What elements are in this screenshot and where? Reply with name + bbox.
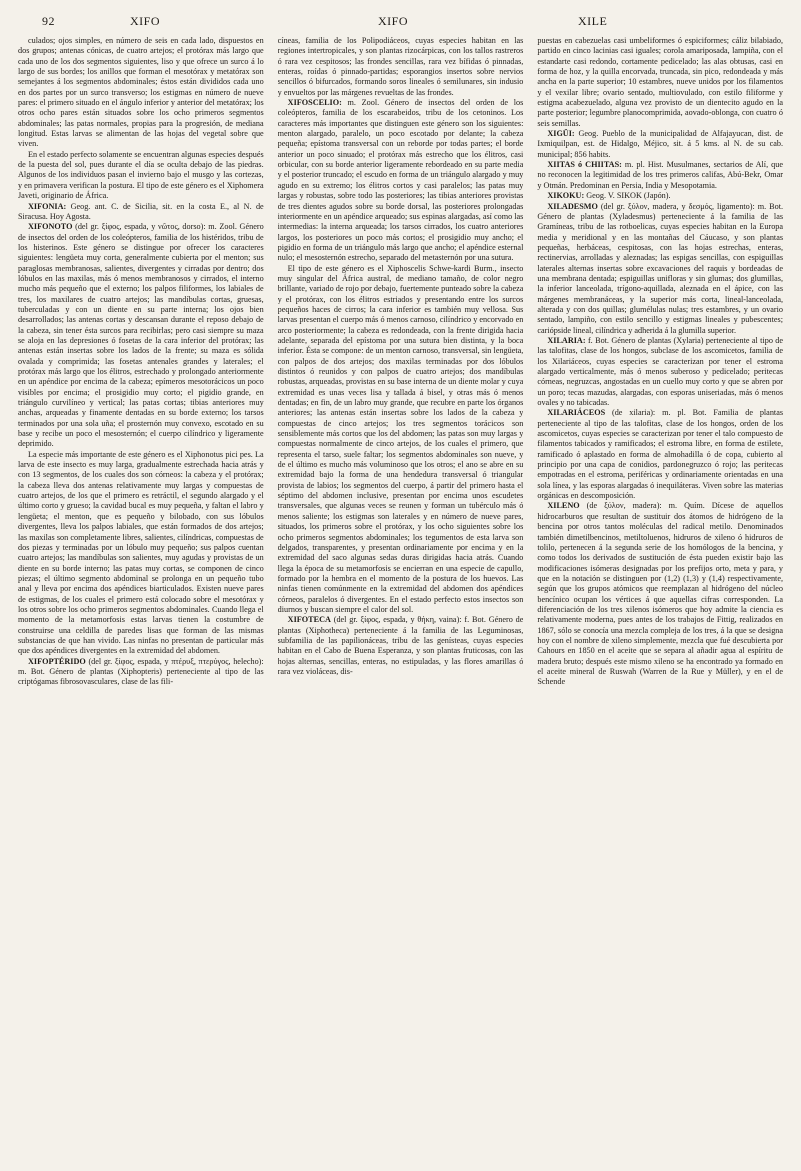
- entry-text: (del gr. ξίφος, espada, y νῶτος, dorso): m. Zool. Género de insectos del orden de los coleópteros, familia de los histéridos, tribu de los histerinos. Este género se distingue por ofrecer los caracteres siguientes: lengüeta muy corta, generalmente cubierta por el menton; sus paraglosas membranosas, salientes, divergentes y cirradas por dentro; dos lóbulos en las maxilas, más ó menos membranosos y cirrados, el interno mucho más pequeño que el externo; los palpos filiformes, los labiales de tres, los maxilares de cuatro artejos; las mandíbulas cortas, gruesas, tuberculadas y con un diente en su parte interna; los ojos bien desarrollados; las antenas cortas y descansan durante el reposo debajo de la cabeza, sin tener ésta surcos para recibirlas; pero casi siempre su maza se aloja en las depresiones ó fosetas de la cara inferior del protórax; las antenas están insertas sobre los lados de la frente; su maza es sólida ovalada y comprimida; las fosetas antenales grandes y laterales; el protórax más largo que los élitros, estrechado y prolongado anteriormente en un apéndice por encima de la cabeza; epímeros mesotorácicos un poco visibles por encima; el prosigidio muy corto; el pigidio grande, en triángulo curvilíneo y vertical; las patas cortas; tibias anteriores muy anchas, arqueadas y finamente dentadas en su borde externo; los tarsos terminados por una sola uña; el prosternón muy convexo, escotado en su base y recibe un poco el mesosternón; el cuerpo cilíndrico y ligeramente deprimido.: [18, 222, 264, 449]
- entry-text: (de ξύλον, madera): m. Quím. Dícese de aquellos hidrocarburos que resultan de sustituir dos átomos de hidrógeno de la bencina por otros tantos moléculas del radical metilo. Denominados también dimetilbencinos, metiltoluenos, hidruros de xileno ó hidruros de tolilo, pertenecen á la segunda serie de los homólogos de la bencina, y como todos los derivados de sustitución de ésta pueden existir bajo las modificaciones isómeras designadas por los prefijos orto, meta y para, y que en la notación se distinguen por (1,2) (1,3) y (1,4) respectivamente, según que los grupos atómicos que reemplazan al hidrógeno del núcleo bencínico ocupan los vértices á que aquellas cifras corresponden. La diferenciación de los tres xilenos isómeros que hoy admite la ciencia es relativamente moderna, pues antes de los trabajos de Fittig, realizados en 1867, sólo se conocía una mezcla compleja de los tres, á la que se designa hoy con el nombre de xileno simplemente, mezcla que fué descubierta por Cahours en 1850 en el aceite que se separa al añadir agua al espíritu de madera bruto; después este mismo xileno se ha encontrado ya formado en el aceite mineral de Ruswah (Warren de la Rue y Müller), y en el de Schende: [537, 501, 784, 687]
- entry-text: (de xilaria): m. pl. Bot. Familia de plantas perteneciente al tipo de las talofitas, clase de los hongos, orden de los ascomicetos, cuyas especies se caracterizan por tener el talo compuesto de filamentos tabicados y ramificados; el estroma libre, en forma de estilete, ramificado ó aplastado en forma de almohadilla ó de copa, cubierto al principio por una capa de conidios, pardonegruzco ó rojo; las peritecas empotradas en el estroma, periféricas y ordinariamente orientadas en una sola línea, y las esporas alargadas ó inequiláteras. Viven sobre las materias orgánicas en descomposición.: [537, 408, 784, 501]
- entry-text: puestas en cabezuelas casi umbeliformes ó espiciformes; cáliz bilabiado, partido en cinco lacinias casi iguales; corola amariposada, lampiña, con el estandarte casi redondo, cortamente pedicelado; las alas obtusas, casi en forma de hoz, y la quilla encorvada, truncada, sin pico, redondeada y más ancha en la parte superior; 10 estambres, nueve unidos por los filamentos y el vexilar libre; ovario sentado, multiovulado, con estilo filiforme y estigma acabezuelado, alguna vez provisto de un dientecito agudo en la parte posterior; legumbre planocomprimida, aovado-oblonga, con cuatro ó seis semillas.: [537, 36, 784, 128]
- entry-text: En el estado perfecto solamente se encuentran algunas especies después de la puesta del sol, pues durante el día se oculta debajo de las piedras. Algunos de los individuos pasan el invierno bajo el musgo y las cortezas, y en primavera verifican la postura. El tipo de este género es el Xiphomera Javeti, originario de África.: [18, 149, 264, 201]
- dictionary-entry: [537, 202, 783, 336]
- entry-headword: XIFOPTÉRIDO: [28, 656, 86, 666]
- entry-text: Geog. Pueblo de la municipalidad de Alfajayucan, dist. de Ixmiquilpan, est. de Hidalgo, Méjico, sit. á 5 kms. al N. de su cab. municipal; 856 habits.: [537, 129, 784, 159]
- entry-headword: XILARIÁCEOS: [547, 408, 606, 418]
- entry-headword: XIFOSCELIO:: [287, 98, 342, 108]
- entry-text: culados; ojos simples, en número de seis en cada lado, dispuestos en dos grupos; antenas cónicas, de cuatro artejos; el protórax más largo que cada uno de los dos segmentos siguientes, liso y que ofrece un surco á lo largo de sus bordes; los anillos que forman el mesotórax y metatórax son semejantes á los segmentos abdominales; éstos están divididos cada uno en dos partes por un surco transverso; los estigmas en número de nueve pares: el primero situado en el ángulo inferior y anterior del metatórax; los otros ocho pares están situados sobre los ocho primeros segmentos abdominales; las patas normales, propias para la progresión, de mediana longitud. Estas larvas se alimentan de las hojas del vegetal sobre que viven.: [18, 36, 264, 149]
- text-columns: [18, 36, 783, 1161]
- entry-headword: XIGÜI:: [547, 129, 575, 139]
- entry-headword: XILENO: [547, 501, 580, 511]
- entry-headword: XIKOKU:: [547, 191, 585, 201]
- entry-text: El tipo de este género es el Xiphoscelis Schwe-kardi Burm., insecto muy singular del África austral, de mediano tamaño, de color negro brillante, variado de rojo por debajo, fuertemente punteado sobre la cabeza y el protórax, con los élitros estriados y presentando entre los surcos pequeños haces de cirros; la cara inferior es también muy vellosa. Sus larvas presentan el cuerpo más ó menos carnoso, cilíndrico y encorvado en arco posteriormente; la cabeza es redondeada, con la frente dirigida hacia adelante, separada del epístoma por una sutura bien distinta, y la boca inferior. Ésta se compone: de un menton carnoso, transversal, sin lengüeta, con palpos de dos artejos; dos maxilas terminadas por dos lóbulos distintos ó reunidos y con palpos de cuatro artejos; dos mandíbulas robustas, arqueadas, provistas en su base interna de un diente molar y cuya extremidad es unas veces lisa y tallada á bisel, y otras más ó menos dentadas; en fin, de un labro muy grande, que recubre en parte los órganos anteriores; las antenas están insertas sobre los lados de la cabeza y compuestas de cinco artejos; los tres segmentos torácicos son sensiblemente más cortos que los del abdomen; las patas son muy largas y compuestas normalmente de cinco artejos, de los cuales el primero, que representa el tarso, suele faltar; los segmentos abdominales son nueve, y de el último es mucho más voluminoso que los otros; el ano se abre en su extremidad bajo la forma de una hendedura transversal ó triangular provista de labios; los segmentos del cuerpo, á partir del primero hasta el séptimo del abdomen inclusive, presentan por encima unos escudetes transversales, que algunas veces se reunen y forman un tubérculo más ó menos saliente; los estigmas son laterales y en número de nueve pares, situados, los primeros sobre el protórax, y los ocho siguientes sobre los ocho primeros segmentos abdominales; los tegumentos de esta larva son delgados, transparentes, y presentan ordinariamente por encima y en la extremidad del saco algunas sedas duras dirigidas hacia atrás. Cuando llega la época de su metamorfosis se encierran en una especie de capullo, formado por la hembra en el momento de la postura de los huevos. Las ninfas tienen comúnmente en la extremidad del abdomen dos apéndices córneos, paralelos ó divergentes. En el estado perfecto estos insectos son diurnos y buscan siempre el calor del sol.: [277, 263, 524, 614]
- dictionary-entry: [537, 191, 783, 201]
- entry-headword: XILADESMO: [547, 201, 598, 211]
- dictionary-entry: [278, 615, 524, 677]
- entry-headword: XIFOTECA: [287, 615, 331, 625]
- dictionary-entry: [278, 98, 524, 264]
- dictionary-entry: [537, 129, 783, 160]
- dictionary-entry: [537, 501, 783, 687]
- entry-text: m. pl. Hist. Musulmanes, sectarios de Alí, que no reconocen la legitimidad de los tres primeros califas, Abú-Bekr, Omar y Otmán. Predominan en Persia, India y Mesopotamia.: [537, 160, 784, 190]
- entry-text: (del gr. ξίφος, espada, y θήκη, vaina): f. Bot. Género de plantas (Xiphotheca) perteneciente á la familia de las Leguminosas, subfamilia de las papilionáceas, tribu de las genísteas, cuyas especies habitan en el Cabo de Buena Esperanza, y son plantas fruticosas, con las hojas alternas, sencillas, enteras, no estipuladas, y las flores amarillas ó rara vez violáceas, dis-: [277, 615, 524, 676]
- entry-paragraph: [18, 450, 264, 657]
- entry-paragraph: [537, 36, 783, 129]
- running-header: [18, 14, 783, 32]
- entry-headword: XILARIA:: [547, 335, 586, 345]
- running-head-right: XILE: [578, 14, 608, 28]
- entry-text: m. Zool. Género de insectos del orden de los coleópteros, familia de los escarabeidos, tribu de los cetoninos. Los caracteres más importantes que distinguen este género son los siguientes: menton alargado, paralelo, un poco escotado por delante; la cabeza pequeña; epístoma transversal con un reborde por todas partes; el borde anterior un poco sinuado; el protórax más estrecho que los élitros, casi orbicular, con su borde anterior ligeramente rebordeado en su parte media y el posterior truncado; el escudo en forma de un triángulo alargado y muy agudo en su extremo; los élitros cortos y casi paralelos; las patas muy largas y robustas, sobre todo las posteriores; las tibias anteriores provistas de tres dientes agudos sobre su borde dorsal, las posteriores prolongadas interiormente en un apéndice arqueado; sus espinas alargadas, así como las intermedias: la interna arqueada; los tarsos cirrados, los cuatro anteriores largos, los posteriores un poco más cortos; el prosigidio muy ancho; el pigidio en forma de un triángulo más largo que ancho; el apéndice esternal nulo; el mesosternón estrecho, separado del metasternón por una sutura.: [277, 98, 524, 263]
- dictionary-entry: [18, 222, 264, 450]
- dictionary-entry: [537, 408, 783, 501]
- entry-headword: XIFONIA:: [28, 201, 67, 211]
- dictionary-entry: [18, 657, 264, 688]
- entry-text: cíneas, familia de los Polipodiáceos, cuyas especies habitan en las regiones intertropicales, y son plantas rizocárpicas, con los tallos rastreros ó rara vez cespitosos; las frondes sencillas, rara vez bífidas ó pinnadas, enteras, roídas ó pinnado-partidas; esporangios insertos sobre nervios sencillos ó bifurcados, formando soros lineales ó semilunares, sin indusio y envueltos por las márgenes revueltas de las frondes.: [277, 36, 524, 97]
- entry-text: (del gr. ξύλον, madera, y δεσμός, ligamento): m. Bot. Género de plantas (Xyladesmus) perteneciente á la familia de las Gramíneas, tribu de las rotboelicas, cuyas especies habitan en la Europa media y meridional y en las montañas del Cáucaso, y son plantas pequeñas, herbáceas, cespitosas, con las hojas estrechas, enteras, rectinervias, arrolladas y aleznadas; las espigas sencillas, con espiguillas laterales alternas insertas sobre excavaciones del raquis y bordeadas de una membrana dentada; espiguillas unifloras y sin glumas; dos glumillas, la inferior lanceolada, trígono-aquillada, aleznada en el ápice, con las márgenes membranáceas, y la superior más corta, lineal-lanceolada, alterada y con dos quillas; glumélulas nulas; tres estambres, y un ovario sentado, lampiño, con estilo sencillo y estigmas lineales y pubescentes; cariópside lineal, cilíndrica y adherida á la glumilla superior.: [537, 201, 784, 335]
- page-number: 92: [42, 14, 55, 28]
- entry-paragraph: [18, 150, 264, 202]
- entry-paragraph: [278, 36, 524, 98]
- entry-paragraph: [18, 36, 264, 150]
- entry-headword: XIFONOTO: [28, 222, 73, 232]
- entry-text: (del gr. ξίφος, espada, y πτέρυξ, πτερύγος, helecho): m. Bot. Género de plantas (Xiphopteris) perteneciente al tipo de las criptógamas fibrosovasculares, clase de las fili-: [18, 656, 264, 687]
- column-middle: [278, 36, 524, 1161]
- entry-headword: XIITAS ó CHIITAS:: [547, 160, 622, 170]
- entry-text: Geog. ant. C. de Sicilia, sit. en la costa E., al N. de Siracusa. Hoy Agosta.: [18, 201, 264, 221]
- entry-text: f. Bot. Género de plantas (Xylaria) perteneciente al tipo de las talofitas, clase de los hongos, subclase de los ascomicetos, familia de los Xilariáceos, cuyas especies se caracterizan por tener el estroma alargado verticalmente, más ó menos suberoso y pedicelado; peritecas córneas, negruzcas, angostadas en un cuello muy corto y que se abren por un poro; tecas mazudas, alargadas, con esporas uniseriadas, más ó menos ovales y no tabicadas.: [537, 335, 784, 408]
- dictionary-entry: [18, 202, 264, 223]
- entry-paragraph: [278, 264, 524, 616]
- entry-text: La especie más importante de este género es el Xiphonotus pici pes. La larva de este insecto es muy larga, gradualmente estrechada hacia atrás y con 13 segmentos, de los cuales dos son córneos: la cabeza y el protórax; la cabeza lleva dos antenas relativamente muy largas y compuestas de cuatro artejos, de los que el primero es retráctil, el segundo alargado y el último corto y grueso; la cavidad bucal es muy pequeña, y faltan el labro y lengüeta; el menton, que es pequeño y bilobado, con sus lóbulos divergentes, lleva los palpos labiales, que están formados de dos artejos; las maxilas son completamente libres, salientes, cilíndricas, compuestas de dos piezas y terminadas por un lóbulo muy pequeño; sus palpos cuentan cuatro artejos; las mandíbulas son salientes, muy agudas y provistas de un diente en su borde interno; las patas muy cortas, se componen de cinco piezas; el último segmento abdominal se prolonga en un pequeño tubo anal y lleva por encima dos apéndices biarticulados. Existen nueve pares de estigmas, de los cuales el primero está colocado sobre el mesotórax y los otros sobre los ocho primeros segmentos abdominales. Cuando llega el momento de la metamorfosis estas larvas tienen la costumbre de construirse una celdilla de paredes lisas que forman de las mismas substancias de que han vivido. Las ninfas no presentan de particular más que dos apéndices divergentes en la extremidad del abdomen.: [18, 449, 264, 656]
- column-right: [537, 36, 783, 1161]
- running-head-center: XIFO: [378, 14, 409, 28]
- entry-text: Geog. V. SIKOK (Japón).: [586, 191, 671, 201]
- running-head-left: XIFO: [130, 14, 161, 28]
- column-left: [18, 36, 264, 1161]
- dictionary-entry: [537, 336, 783, 408]
- dictionary-entry: [537, 160, 783, 191]
